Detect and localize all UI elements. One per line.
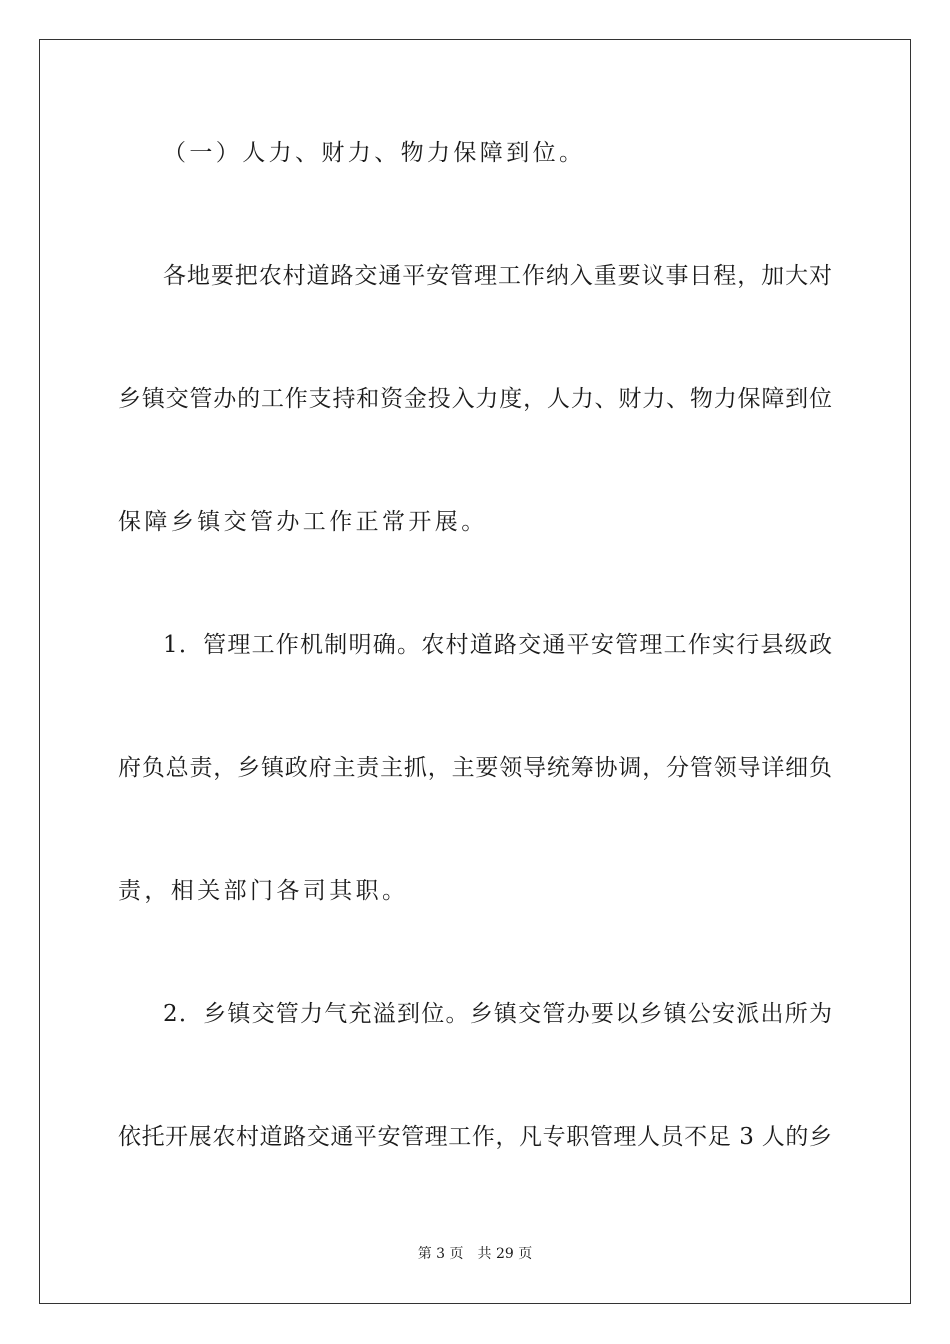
section-heading: （一）人力、财力、物力保障到位。 — [163, 140, 586, 166]
page-number: 第 3 页 — [417, 1246, 464, 1262]
paragraph-line: 府负总责，乡镇政府主责主抓，主要领导统筹协调，分管领导详细负 — [118, 755, 832, 781]
paragraph-line: 2．乡镇交管力气充溢到位。乡镇交管办要以乡镇公安派出所为 — [163, 1001, 832, 1027]
page-border — [39, 39, 911, 1304]
paragraph-line: 乡镇交管办的工作支持和资金投入力度，人力、财力、物力保障到位 — [118, 386, 832, 412]
page-footer — [0, 1244, 950, 1264]
paragraph-line: 1．管理工作机制明确。农村道路交通平安管理工作实行县级政 — [163, 632, 832, 658]
paragraph-line: 责，相关部门各司其职。 — [118, 878, 409, 904]
paragraph-line: 保障乡镇交管办工作正常开展。 — [118, 509, 488, 535]
total-pages: 共 29 页 — [477, 1246, 533, 1262]
paragraph-line: 各地要把农村道路交通平安管理工作纳入重要议事日程，加大对 — [163, 263, 832, 289]
paragraph-line: 依托开展农村道路交通平安管理工作，凡专职管理人员不足 3 人的乡 — [118, 1124, 832, 1150]
